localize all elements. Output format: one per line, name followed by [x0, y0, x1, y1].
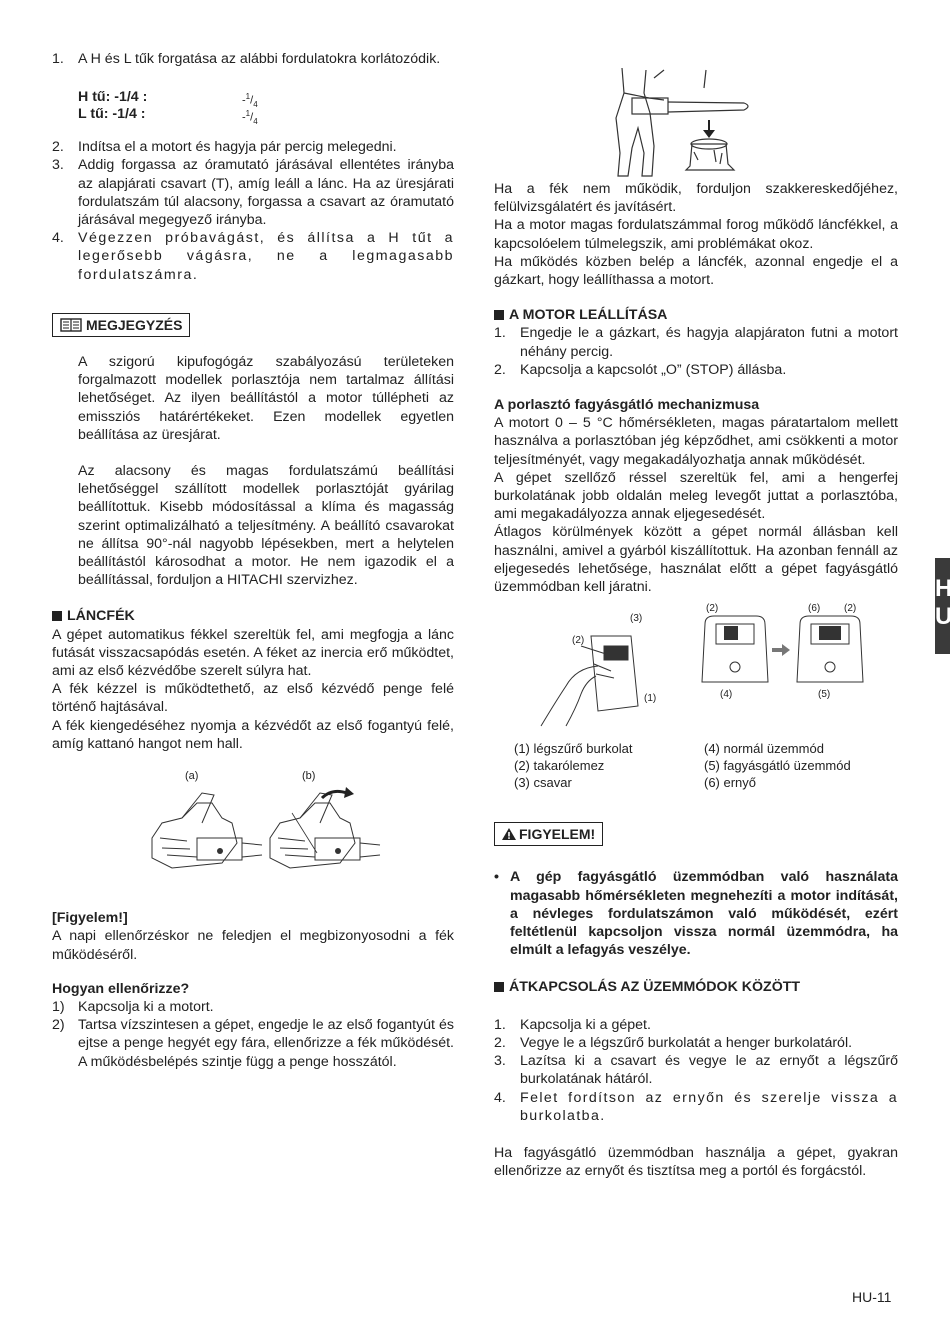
needle-values [52, 88, 454, 127]
list-item: 2. Kapcsolja a kapcsolót „O” (STOP) állásba. [494, 361, 787, 378]
list-item: 1) Kapcsolja ki a motort. [52, 998, 214, 1015]
frost-paragraph-2: A gépet szellőző réssel szereltük fel, ami a hengerfej burkolatának jobb oldalán meleg levegőt juttat a porlasztóba, ami megakadályozza annak eljegesedését. [494, 469, 898, 523]
tab-letter-h: H [935, 575, 952, 602]
caution-bullet [494, 868, 898, 959]
label-4: (4) [720, 689, 733, 701]
label-3: (3) [630, 613, 643, 625]
stop-list [494, 324, 898, 379]
frost-paragraph-1: A motort 0 – 5 °C hőmérsékleten, magas páratartalom mellett használva a porlasztóban jég képződhet, ami csökkenti a motor teljesítményét, vagy megakadályozhatja annak működését. [494, 415, 898, 468]
list-item: 3. Addig forgassa az óramutató járásával ellentétes irányba az alapjárati csavart (T), amíg leáll a lánc. Ha az üresjárati fordulatszám túl alacsony, forgassa a csavart az óramutató járásával megegyező irányba. [52, 157, 454, 229]
label-2-right-b: (2) [844, 603, 857, 615]
note-title: MEGJEGYZÉS [86, 316, 183, 333]
brake-paragraph-1: A gépet automatikus fékkel szereltük fel, ami megfogja a lánc futását visszacsapódás esetén. A féket az inercia erő működtet, ami az első kézvédőbe szerelt súlyra hat. [52, 626, 454, 680]
list-item: 2. Indítsa el a motort és hagyja pár percig melegedni. [52, 139, 397, 156]
note-paragraph-1: A szigorú kipufogógáz szabályozású területeken forgalmazott modellek porlasztója nem tartalmaz állítási lehetőséget. Az ilyen beállítástól a motor túllépheti az emissziós határértékeket. Ezen modellek egyetlen beállítása az üresjárat. [78, 354, 454, 443]
list-item: 3. Lazítsa ki a csavart és vegye le az ernyőt a légszűrő burkolatának hátáról. [494, 1053, 898, 1088]
list-item-text: A H és L tűk forgatása az alábbi fordulatokra korlátozódik. [78, 51, 441, 67]
note-book-icon [60, 318, 82, 332]
list-item: 2. Vegye le a légszűrő burkolatát a henger burkolatáról. [494, 1034, 853, 1051]
list-item: 1. A H és L tűk forgatása az alábbi fordulatokra korlátozódik. [52, 51, 441, 67]
square-bullet-icon [52, 611, 62, 621]
caution-title: FIGYELEM! [519, 826, 596, 843]
label-2: (2) [572, 635, 585, 647]
adjustment-list-2 [52, 138, 454, 284]
howto-heading: Hogyan ellenőrizze? [52, 980, 190, 997]
note-paragraph-2: Az alacsony és magas fordulatszámú beállítási lehetőséggel szállított modellek porlasztóját gyárilag beállítottuk. Kisebb módosítással a klíma és magasság szerint optimalizálható a teljesítmény. A beállító csavarokat ne állítsa 90°-nál nagyobb lépésekben, mert a helytelen beállítástól károsodhat a motor. He nem igazodik el a beállítással, forduljon a HITACHI szervizhez. [78, 463, 454, 589]
section-title-brake: LÁNCFÉK [52, 607, 454, 625]
final-paragraph: Ha fagyásgátló üzemmódban használja a gépet, gyakran ellenőrizze az ernyőt és tisztítsa meg a portól és forgácstól. [494, 1144, 898, 1180]
l-needle-label: L tű: -1/4 : [78, 106, 146, 123]
warning-triangle-icon [502, 828, 516, 840]
left-column [52, 50, 454, 1071]
carburetor-figure [494, 603, 898, 740]
square-bullet-icon [494, 982, 504, 992]
page-number: HU-11 [852, 1289, 892, 1305]
caution-box [494, 822, 603, 846]
caution-text: A gép fagyásgátló üzemmódban való használata magasabb hőmérsékleten megnehezíti a motor indítását, a névleges fordulatszámon való működését, ezért feltétlenül kapcsoljon vissza normál üzemmódra, ha elmúlt a lefagyás veszélye. [510, 869, 898, 959]
h-needle-label: H tű: -1/4 : [78, 89, 148, 106]
right-paragraph-2: Ha a motor magas fordulatszámmal forog működő láncfékkel, a kapcsolóelem túlmelegszik, ami problémákat okoz. [494, 217, 898, 252]
h-needle-value: $-^1/_4$ [242, 92, 258, 110]
switch-list [494, 1016, 898, 1125]
captions-right: (4) normál üzemmód (5) fagyásgátló üzemmód (6) ernyő [704, 741, 851, 791]
language-tab [935, 558, 950, 654]
square-bullet-icon [494, 310, 504, 320]
chainsaw-brake-drawing [142, 783, 442, 903]
figure-label-a: (a) [185, 770, 199, 783]
chain-brake-figure [52, 767, 454, 907]
frost-paragraph-3: Átlagos körülmények között a gépet normál állásban kell használni, amivel a gyárból kiszállítottuk. Ha azonban fennáll az eljegesedés lehetősége, használat előtt a gépet fagyásgátló üzemmódban kell járatni. [494, 524, 898, 596]
list-item: 1. Engedje le a gázkart, és hagyja alapjáraton futni a motort néhány percig. [494, 325, 898, 360]
section-title-stop: A MOTOR LEÁLLÍTÁSA [494, 306, 898, 324]
brake-paragraph-2: A fék kézzel is működtethető, az első kézvédő penge felé történő hajtásával. [52, 681, 454, 716]
label-5: (5) [818, 689, 831, 701]
l-needle-value: $-^1/_4$ [242, 109, 258, 127]
bullet-dot: • [494, 869, 499, 886]
list-item: 2) Tartsa vízszintesen a gépet, engedje le az első fogantyút és ejtse a penge hegyét egy fára, ellenőrizze a fék működését. A működésbelépés szintje függ a penge hosszától. [52, 1017, 454, 1070]
tab-letter-u: U [935, 603, 952, 630]
frost-heading: A porlasztó fagyásgátló mechanizmusa [494, 397, 760, 414]
right-paragraph-1: Ha a fék nem működik, forduljon szakkereskedőjéhez, felülvizsgálatért és javításért. [494, 181, 898, 216]
stump-test-drawing [594, 58, 764, 180]
label-1: (1) [644, 693, 657, 705]
right-column [494, 58, 898, 1180]
label-6: (6) [808, 603, 821, 615]
list-item: 1. Kapcsolja ki a gépet. [494, 1016, 651, 1033]
warning-text: A napi ellenőrzéskor ne feledjen el megbizonyosodni a fék működéséről. [52, 928, 454, 963]
list-item: 4. Felet fordítson az ernyőn és szerelje vissza a burkolatba. [494, 1089, 898, 1124]
right-paragraph-3: Ha működés közben belép a láncfék, azonnal engedje el a gázkart, hogy leállíthassa a motort. [494, 253, 898, 289]
captions-left: (1) légszűrő burkolat (2) takarólemez (3) csavar [514, 741, 633, 791]
brake-paragraph-3: A fék kiengedéséhez nyomja a kézvédőt az első fogantyú felé, amíg kattanó hangot nem hall. [52, 717, 454, 752]
adjustment-list-1 [52, 50, 454, 68]
section-title-switch: ÁTKAPCSOLÁS AZ ÜZEMMÓDOK KÖZÖTT [494, 978, 898, 996]
figure-captions [494, 740, 898, 794]
label-2-right-a: (2) [706, 603, 719, 615]
howto-list [52, 998, 454, 1071]
modes-drawing [700, 612, 870, 722]
figure-label-b: (b) [302, 770, 316, 783]
list-item: 4. Végezzen próbavágást, és állítsa a H tűt a legerősebb vágásra, ne a legmagasabb fordulatszámra. [52, 230, 454, 283]
note-box [52, 313, 190, 337]
cover-hand-drawing [536, 616, 646, 736]
warning-heading: [Figyelem!] [52, 910, 128, 927]
